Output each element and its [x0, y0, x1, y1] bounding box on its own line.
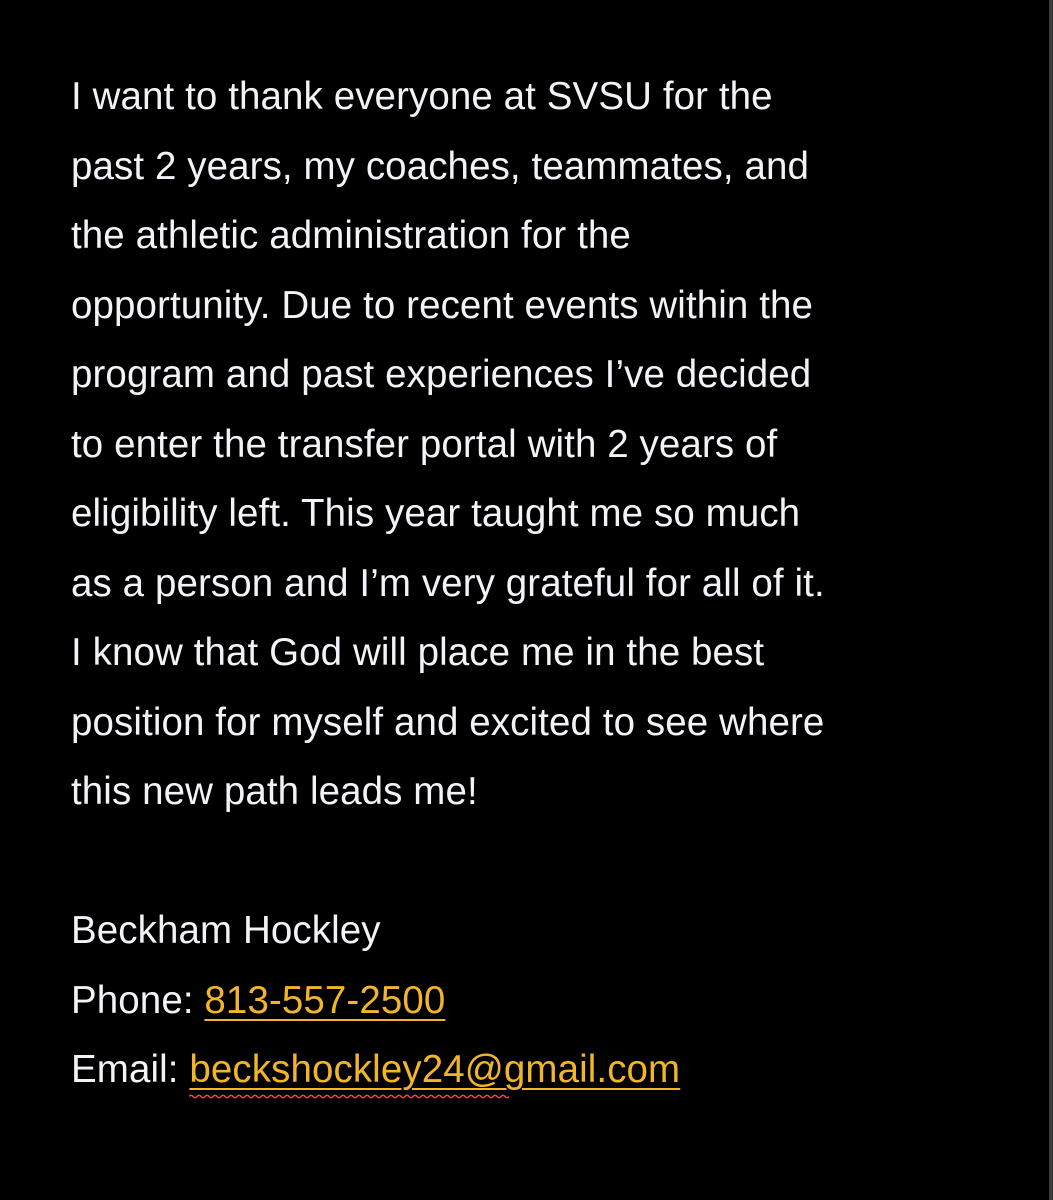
body-line-3: the athletic administration for the: [71, 214, 631, 257]
spellcheck-underline: [189, 1094, 509, 1099]
body-line-6: to enter the transfer portal with 2 years of: [71, 422, 778, 466]
email-line: [71, 1035, 1001, 1105]
phone-label: Phone:: [71, 978, 205, 1022]
body-line-9: I know that God will place me in the best: [71, 631, 765, 674]
phone-line: [71, 966, 1001, 1036]
body-line-5: program and past experiences I’ve decided: [71, 353, 812, 396]
note-body[interactable]: [71, 62, 1001, 1105]
right-edge-divider: [1049, 0, 1053, 1200]
email-link[interactable]: beckshockley24@gmail.com: [189, 1048, 681, 1091]
blank-line: [71, 827, 1001, 897]
body-line-11: this new path leads me!: [71, 770, 478, 813]
body-line-7: eligibility left. This year taught me so much: [71, 492, 801, 535]
email-link-wrapper[interactable]: [189, 1035, 680, 1105]
body-line-4: opportunity. Due to recent events within the: [71, 283, 814, 327]
phone-link[interactable]: 813-557-2500: [204, 978, 446, 1022]
body-line-1: I want to thank everyone at SVSU for the: [71, 75, 773, 118]
body-line-2: past 2 years, my coaches, teammates, and: [71, 144, 809, 188]
body-line-8: as a person and I’m very grateful for all of it.: [71, 561, 825, 605]
signature-name: Beckham Hockley: [71, 909, 381, 952]
body-line-10: position for myself and excited to see where: [71, 700, 825, 744]
email-label: Email:: [71, 1048, 190, 1091]
